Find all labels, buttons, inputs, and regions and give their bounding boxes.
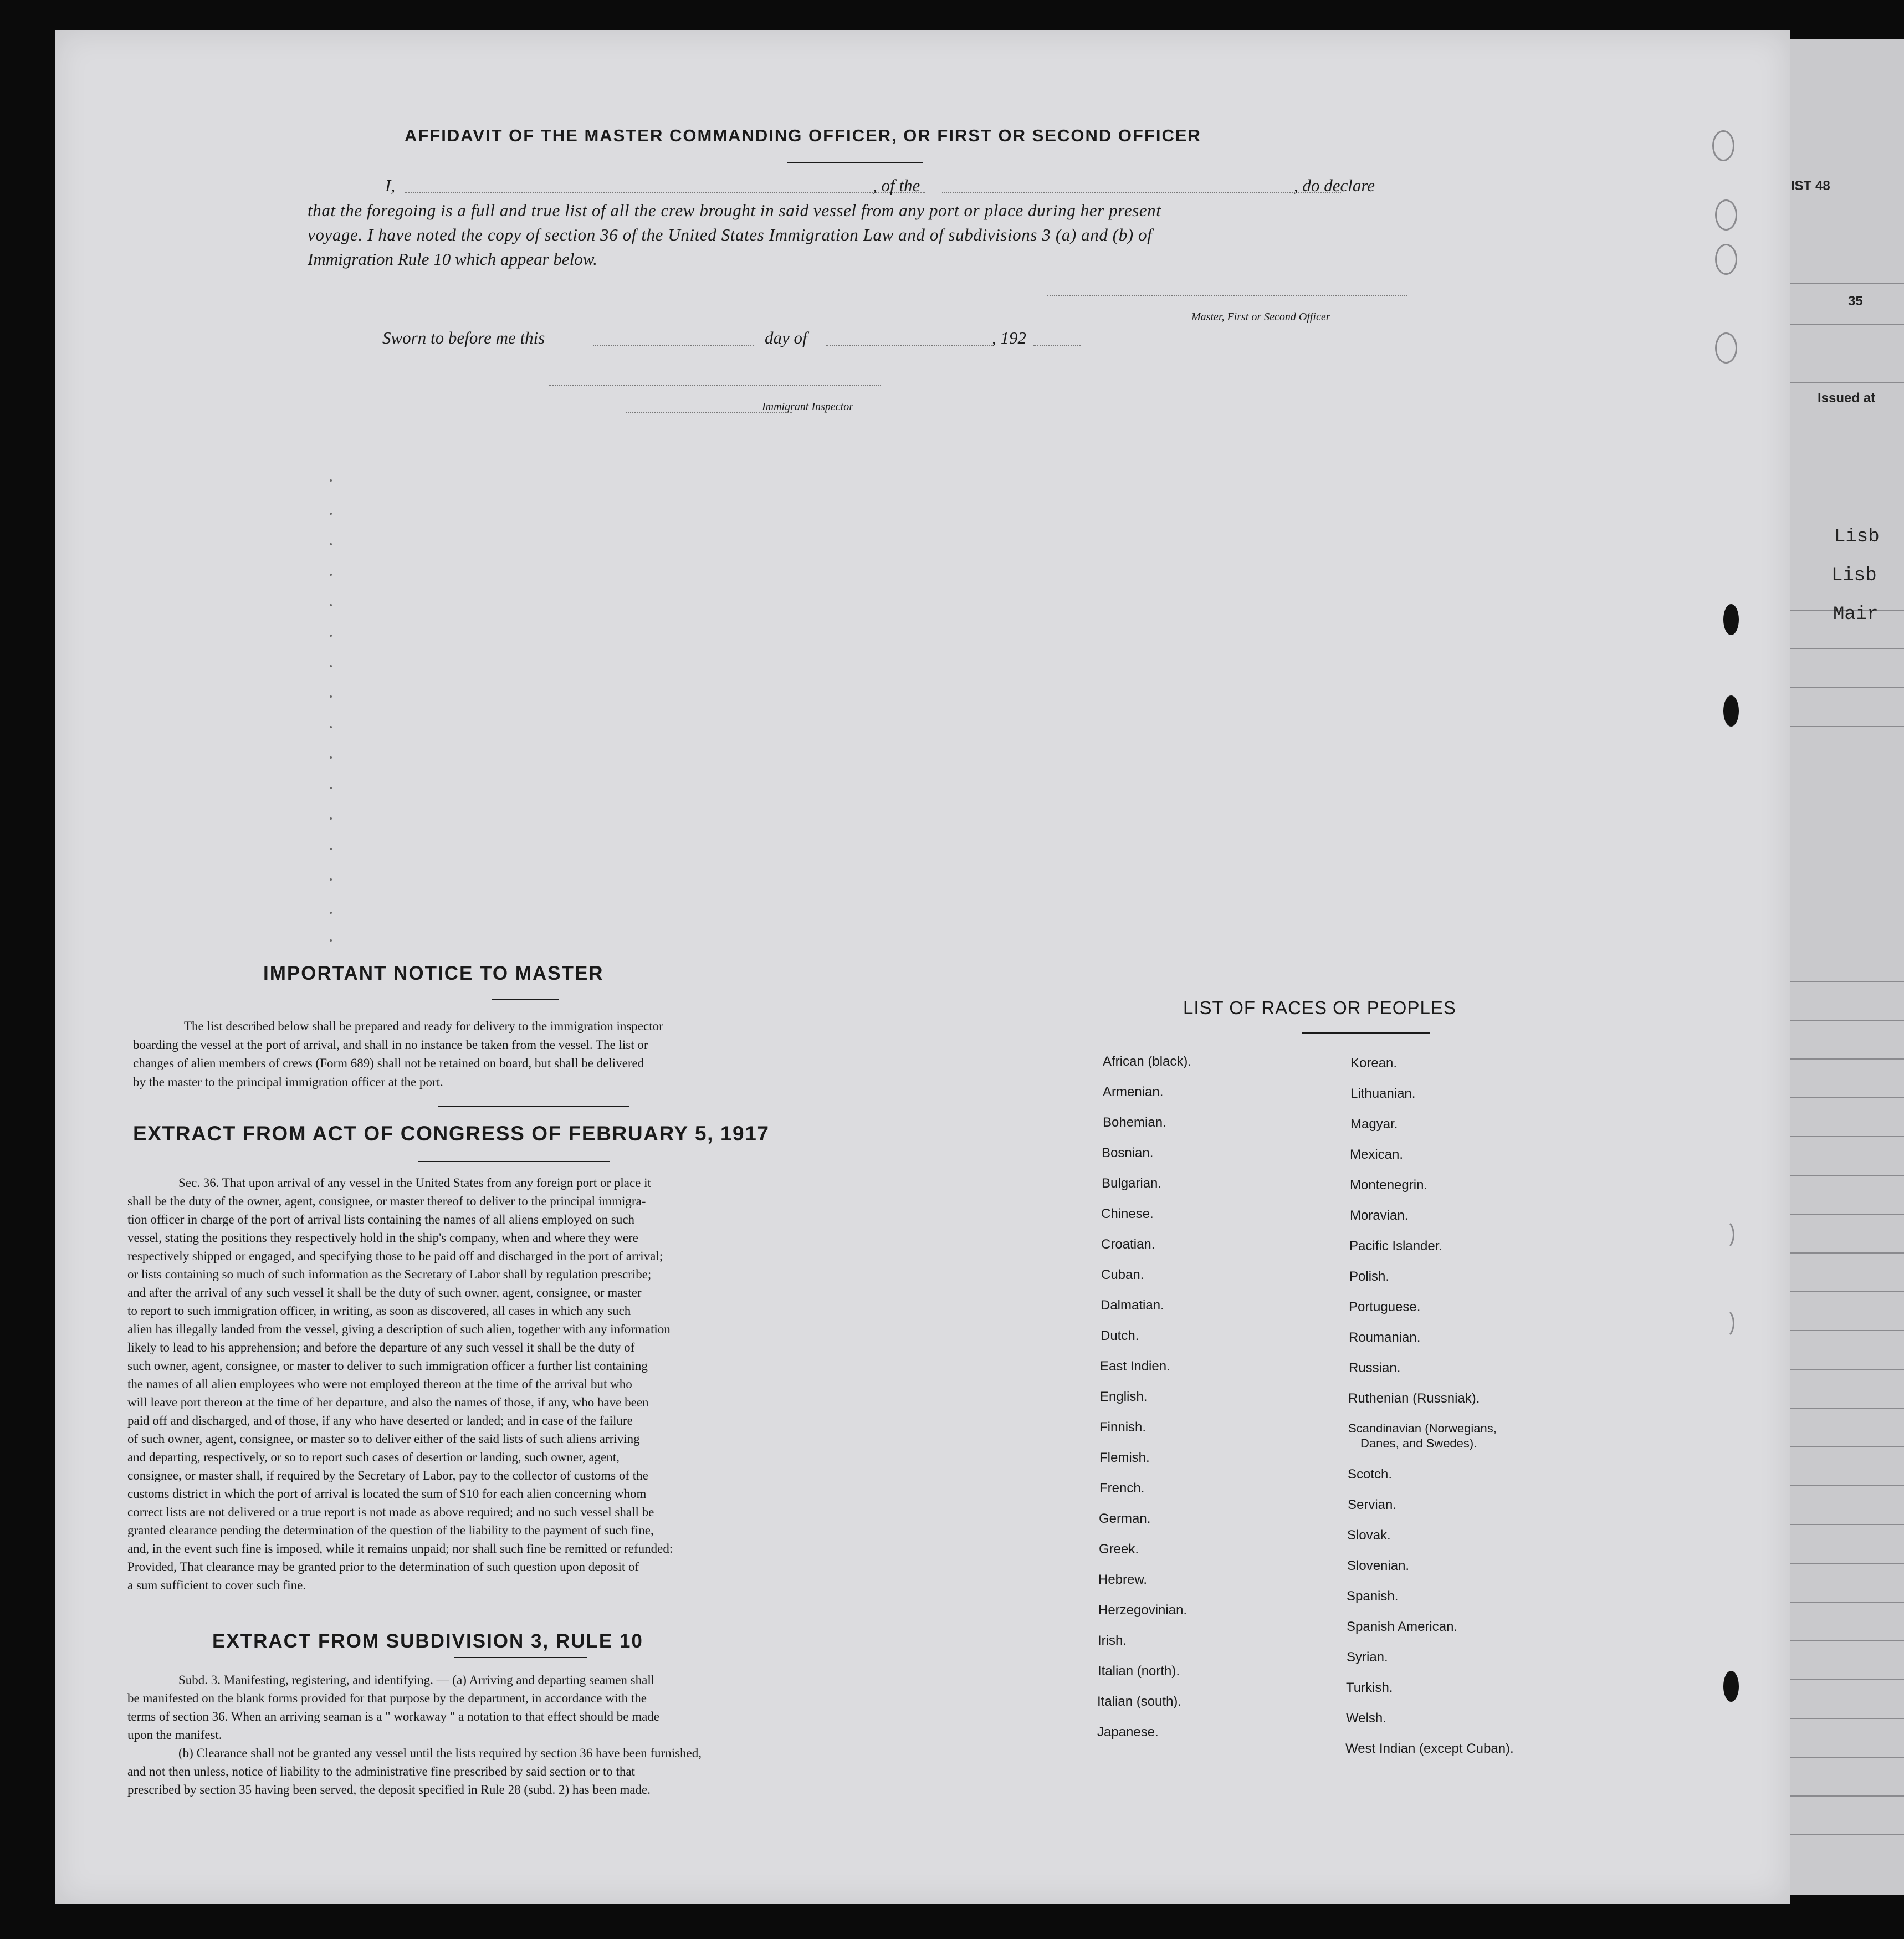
act-line: correct lists are not delivered or a true report is not made as above required; and no such vessel shall be xyxy=(127,1505,654,1519)
inspector-line xyxy=(549,385,881,386)
officer-signature-line xyxy=(1047,295,1407,296)
notice-line: by the master to the principal immigration officer at the port. xyxy=(133,1075,443,1089)
race-item: Irish. xyxy=(1098,1633,1127,1648)
act-line: Provided, That clearance may be granted prior to the determination of such question upon deposit of xyxy=(127,1560,639,1574)
race-item: Japanese. xyxy=(1097,1725,1159,1740)
race-item: Dutch. xyxy=(1101,1328,1139,1343)
act-line: and, in the event such fine is imposed, while it remains unpaid; nor shall such fine be remitted or refunded: xyxy=(127,1542,673,1556)
act-line: customs district in which the port of arrival is located the sum of $10 for each alien concerning whom xyxy=(127,1487,647,1501)
year-text: , 192 xyxy=(992,328,1026,347)
margin-mark xyxy=(330,665,332,667)
margin-mark xyxy=(330,787,332,789)
notice-rule xyxy=(492,999,559,1000)
race-item: Syrian. xyxy=(1347,1650,1388,1665)
punch-hole xyxy=(1723,1671,1739,1702)
race-item: Danes, and Swedes). xyxy=(1360,1436,1477,1450)
act-line: and departing, respectively, or so to report such cases of desertion or landing, such owner, agent, xyxy=(127,1450,620,1464)
race-item: Spanish American. xyxy=(1347,1619,1458,1634)
month-blank xyxy=(826,345,992,346)
race-item: Moravian. xyxy=(1350,1208,1409,1223)
under-entry: Lisb xyxy=(1834,526,1880,548)
day-of-text: day of xyxy=(765,328,807,347)
year-blank xyxy=(1033,345,1081,346)
race-item: Servian. xyxy=(1348,1497,1397,1512)
race-item: East Indien. xyxy=(1100,1359,1170,1374)
affidavit-line: that the foregoing is a full and true list of all the crew brought in said vessel from any port or place during her present xyxy=(308,201,1161,220)
act-line: granted clearance pending the determination of the question of the liability to the payment of such fine, xyxy=(127,1523,654,1537)
rule-line: be manifested on the blank forms provided for that purpose by the department, in accordance with the xyxy=(127,1691,647,1705)
races-title: LIST OF RACES OR PEOPLES xyxy=(1183,997,1456,1018)
race-item: Russian. xyxy=(1349,1360,1401,1375)
rule-line: terms of section 36. When an arriving seaman is a " workaway " a notation to that effect should be made xyxy=(127,1710,660,1723)
race-item: Montenegrin. xyxy=(1350,1178,1428,1193)
margin-mark xyxy=(330,939,332,942)
race-item: Roumanian. xyxy=(1349,1330,1421,1345)
margin-mark xyxy=(330,756,332,759)
race-item: Scotch. xyxy=(1348,1467,1393,1482)
race-item: Cuban. xyxy=(1101,1267,1144,1282)
act-line: will leave port thereon at the time of her departure, and also the names of those, if any, who have been xyxy=(127,1395,649,1409)
race-item: Slovak. xyxy=(1347,1528,1391,1543)
act-line: such owner, agent, consignee, or master to deliver to such immigration officer a further list containing xyxy=(127,1359,648,1373)
margin-mark xyxy=(330,479,332,482)
act-line: or lists containing so much of such information as the Secretary of Labor shall by regulation prescribe; xyxy=(127,1267,652,1281)
race-item: Armenian. xyxy=(1103,1084,1164,1099)
day-blank xyxy=(593,345,754,346)
act-line: likely to lead to his apprehension; and before the departure of any such vessel it shall be the duty of xyxy=(127,1341,635,1354)
affidavit-of-the: , of the xyxy=(873,176,920,195)
notice-line: boarding the vessel at the port of arrival, and shall in no instance be taken from the vessel. The list or xyxy=(133,1037,648,1052)
punch-hole xyxy=(1715,332,1737,364)
race-item: Italian (south). xyxy=(1097,1694,1182,1709)
margin-mark xyxy=(330,817,332,820)
margin-mark xyxy=(330,878,332,881)
act-line: a sum sufficient to cover such fine. xyxy=(127,1578,306,1592)
race-item: Polish. xyxy=(1349,1269,1390,1284)
rule-title: EXTRACT FROM SUBDIVISION 3, RULE 10 xyxy=(212,1630,643,1652)
race-item: Turkish. xyxy=(1346,1680,1393,1695)
margin-mark xyxy=(330,726,332,728)
punch-hole xyxy=(1712,1219,1734,1250)
act-line: to report to such immigration officer, in writing, as soon as discovered, all cases in which any such xyxy=(127,1304,631,1318)
inspector-label: Immigrant Inspector xyxy=(762,401,853,413)
punch-hole xyxy=(1712,130,1734,161)
margin-mark xyxy=(330,695,332,698)
act-line: the names of all alien employees who were not employed thereon at the time of the arrival but who xyxy=(127,1377,632,1391)
act-line: consignee, or master shall, if required by the Secretary of Labor, pay to the collector of customs of the xyxy=(127,1469,648,1482)
act-text xyxy=(127,1174,853,1594)
race-item: Korean. xyxy=(1350,1056,1398,1071)
under-issued-label: Issued at xyxy=(1818,391,1876,406)
sworn-text: Sworn to before me this xyxy=(382,328,545,347)
race-item: Pacific Islander. xyxy=(1349,1239,1443,1254)
race-item: Herzegovinian. xyxy=(1098,1603,1188,1618)
race-item: Dalmatian. xyxy=(1101,1298,1164,1313)
act-title: EXTRACT FROM ACT OF CONGRESS OF FEBRUARY 5, 1917 xyxy=(133,1122,770,1145)
race-item: Flemish. xyxy=(1099,1450,1150,1465)
act-line: alien has illegally landed from the vessel, giving a description of such alien, together with any information xyxy=(127,1322,671,1336)
affidavit-line: voyage. I have noted the copy of section 36 of the United States Immigration Law and of subdivisions 3 (a) and (b) of xyxy=(308,225,1153,244)
under-number: 35 xyxy=(1848,294,1863,309)
race-item: West Indian (except Cuban). xyxy=(1345,1741,1514,1756)
punch-hole xyxy=(1723,604,1739,635)
rule-line: (b) Clearance shall not be granted any vessel until the lists required by section 36 have been furnished, xyxy=(178,1746,702,1760)
affidavit-declare: , do declare xyxy=(1294,176,1375,195)
race-item: Hebrew. xyxy=(1098,1572,1148,1587)
punch-hole xyxy=(1723,695,1739,727)
name-blank xyxy=(405,192,925,193)
act-line: tion officer in charge of the port of arrival lists containing the names of all aliens employed on such xyxy=(127,1212,635,1226)
race-item: Portuguese. xyxy=(1349,1300,1421,1314)
margin-mark xyxy=(330,604,332,606)
race-item: Lithuanian. xyxy=(1350,1086,1416,1101)
race-item: French. xyxy=(1099,1481,1145,1496)
act-line: and after the arrival of any such vessel it shall be the duty of such owner, agent, consignee, or master xyxy=(127,1286,642,1300)
act-line: respectively shipped or engaged, and specifying those to be paid off and discharged in the port of arrival; xyxy=(127,1249,663,1263)
affidavit-title: AFFIDAVIT OF THE MASTER COMMANDING OFFICER, OR FIRST OR SECOND OFFICER xyxy=(405,126,1201,145)
act-line: shall be the duty of the owner, agent, consignee, or master thereof to deliver to the principal immigra- xyxy=(127,1194,646,1208)
vessel-blank xyxy=(942,192,1341,193)
race-item: Greek. xyxy=(1099,1542,1139,1557)
notice-line: The list described below shall be prepared and ready for delivery to the immigration inspector xyxy=(184,1019,663,1033)
race-item: Spanish. xyxy=(1347,1589,1399,1604)
race-item: Bosnian. xyxy=(1102,1145,1154,1160)
race-item: Bohemian. xyxy=(1103,1115,1166,1130)
document-page xyxy=(55,30,1790,1904)
race-item: Magyar. xyxy=(1350,1117,1398,1132)
under-entry: Mair xyxy=(1833,604,1879,625)
margin-mark xyxy=(330,635,332,637)
race-item: Croatian. xyxy=(1101,1237,1155,1252)
notice-line: changes of alien members of crews (Form 689) shall not be retained on board, but shall be delivered xyxy=(133,1056,644,1070)
rule-rule xyxy=(454,1657,587,1658)
race-item: African (black). xyxy=(1103,1054,1192,1069)
notice-text xyxy=(133,1017,848,1091)
race-item: Chinese. xyxy=(1101,1206,1154,1221)
margin-mark xyxy=(330,848,332,850)
notice-title: IMPORTANT NOTICE TO MASTER xyxy=(263,963,604,984)
margin-mark xyxy=(330,513,332,515)
race-item: Scandinavian (Norwegians, xyxy=(1348,1421,1497,1435)
races-rule xyxy=(1302,1032,1430,1034)
margin-mark xyxy=(330,912,332,914)
rule-text xyxy=(127,1671,853,1799)
under-entry: Lisb xyxy=(1831,565,1877,586)
race-item: Ruthenian (Russniak). xyxy=(1348,1391,1480,1406)
under-list-label: IST 48 xyxy=(1791,178,1830,193)
punch-hole xyxy=(1715,244,1737,275)
race-item: Welsh. xyxy=(1346,1711,1386,1726)
act-line: Sec. 36. That upon arrival of any vessel in the United States from any foreign port or place it xyxy=(178,1176,651,1190)
margin-mark xyxy=(330,574,332,576)
margin-mark xyxy=(330,543,332,545)
race-item: Mexican. xyxy=(1350,1147,1404,1162)
punch-hole xyxy=(1712,1308,1734,1339)
act-rule xyxy=(418,1161,610,1162)
punch-hole xyxy=(1715,199,1737,231)
officer-signature-label: Master, First or Second Officer xyxy=(1191,311,1330,323)
rule-line: upon the manifest. xyxy=(127,1728,222,1742)
act-line: vessel, stating the positions they respectively hold in the ship's company, when and where they were xyxy=(127,1231,638,1245)
affidavit-i: I, xyxy=(385,176,396,195)
rule-line: Subd. 3. Manifesting, registering, and identifying. — (a) Arriving and departing seamen shall xyxy=(178,1673,655,1687)
race-item: English. xyxy=(1100,1389,1148,1404)
rule-line: and not then unless, notice of liability to the administrative fine prescribed by said section or to that xyxy=(127,1764,635,1778)
rule-line: prescribed by section 35 having been served, the deposit specified in Rule 28 (subd. 2) has been made. xyxy=(127,1783,651,1797)
title-rule xyxy=(787,162,923,163)
race-item: German. xyxy=(1099,1511,1151,1526)
race-item: Finnish. xyxy=(1099,1420,1147,1435)
affidavit-line: Immigration Rule 10 which appear below. xyxy=(308,249,597,269)
section-rule xyxy=(438,1106,629,1107)
act-line: of such owner, agent, consignee, or master so to deliver either of the said lists of such aliens arriving xyxy=(127,1432,640,1446)
act-line: paid off and discharged, and of those, if any who have deserted or landed; and in case of the failure xyxy=(127,1414,633,1428)
race-item: Bulgarian. xyxy=(1102,1176,1162,1191)
race-item: Slovenian. xyxy=(1347,1558,1410,1573)
race-item: Italian (north). xyxy=(1098,1664,1180,1679)
